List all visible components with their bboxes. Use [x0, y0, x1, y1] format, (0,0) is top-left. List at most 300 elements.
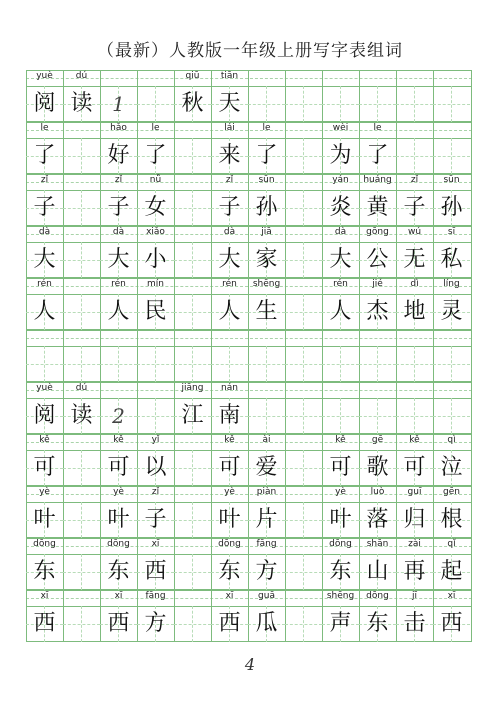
grid-cell	[63, 538, 100, 590]
pinyin-label: fāng	[145, 591, 166, 601]
hanzi-character	[137, 346, 174, 382]
pinyin-label: gē	[371, 435, 384, 445]
hanzi-character	[63, 450, 100, 486]
grid-cell	[359, 174, 396, 226]
pinyin-label: le	[151, 123, 160, 133]
grid-cell	[248, 434, 285, 486]
hanzi-character: 了	[255, 143, 278, 168]
grid-cell	[100, 590, 137, 642]
pinyin-label: sūn	[443, 175, 460, 185]
hanzi-character: 秋	[181, 91, 204, 116]
hanzi-character: 孙	[440, 195, 463, 220]
hanzi-character: 山	[366, 559, 389, 584]
grid-cell	[285, 486, 322, 538]
grid-cell	[211, 226, 248, 278]
grid-cell	[174, 486, 211, 538]
hanzi-character: 人	[329, 299, 352, 324]
hanzi-character: 好	[107, 143, 130, 168]
pinyin-label: dōng	[33, 539, 56, 549]
grid-cell	[174, 330, 211, 382]
hanzi-character: 小	[144, 247, 167, 272]
hanzi-character: 了	[144, 143, 167, 168]
hanzi-character	[63, 294, 100, 330]
pinyin-label: ài	[262, 435, 271, 445]
hanzi-character: 爱	[255, 455, 278, 480]
grid-cell	[433, 330, 470, 382]
grid-cell	[26, 538, 63, 590]
hanzi-character	[174, 502, 211, 538]
hanzi-character	[433, 86, 470, 122]
pinyin-label: mín	[147, 279, 164, 289]
hanzi-character: 阅	[33, 403, 56, 428]
hanzi-character: 南	[218, 403, 241, 428]
pinyin-label: dōng	[366, 591, 389, 601]
grid-cell	[100, 382, 137, 434]
grid-cell	[396, 434, 433, 486]
grid-cell	[137, 70, 174, 122]
hanzi-character: 大	[107, 247, 130, 272]
hanzi-character: 子	[107, 195, 130, 220]
grid-cell	[26, 382, 63, 434]
pinyin-label: shān	[366, 539, 389, 549]
grid-cell	[285, 330, 322, 382]
hanzi-character: 读	[70, 91, 93, 116]
hanzi-character	[137, 86, 174, 122]
grid-cell	[211, 590, 248, 642]
hanzi-character: 民	[144, 299, 167, 324]
hanzi-character	[359, 346, 396, 382]
grid-cell	[322, 70, 359, 122]
hanzi-character	[396, 398, 433, 434]
grid-cell	[248, 278, 285, 330]
grid-cell	[100, 486, 137, 538]
pinyin-label: kě	[113, 435, 124, 445]
grid-cell	[322, 330, 359, 382]
grid-cell	[322, 590, 359, 642]
hanzi-character: 西	[218, 611, 241, 636]
hanzi-character	[63, 242, 100, 278]
grid-cell	[211, 382, 248, 434]
page-title: （最新）人教版一年级上册写字表组词	[97, 41, 403, 61]
grid-cell	[137, 226, 174, 278]
grid-cell	[63, 382, 100, 434]
pinyin-label: qǐ	[447, 539, 456, 549]
pinyin-label: guī	[407, 487, 422, 497]
grid-cell	[174, 174, 211, 226]
hanzi-character: 方	[255, 559, 278, 584]
hanzi-character	[433, 398, 470, 434]
hanzi-character: 为	[329, 143, 352, 168]
hanzi-character: 声	[329, 611, 352, 636]
hanzi-character: 子	[403, 195, 426, 220]
hanzi-character	[174, 554, 211, 590]
hanzi-character: 以	[144, 455, 167, 480]
hanzi-character: 来	[218, 143, 241, 168]
hanzi-character	[285, 242, 322, 278]
hanzi-character	[63, 606, 100, 642]
hanzi-character	[174, 190, 211, 226]
grid-row	[26, 70, 472, 122]
grid-cell	[26, 70, 63, 122]
hanzi-character: 孙	[255, 195, 278, 220]
grid-cell	[248, 590, 285, 642]
grid-cell	[100, 278, 137, 330]
hanzi-character: 大	[33, 247, 56, 272]
pinyin-label: dú	[75, 383, 88, 393]
grid-cell	[174, 226, 211, 278]
grid-cell	[211, 122, 248, 174]
grid-cell	[174, 382, 211, 434]
grid-cell	[137, 330, 174, 382]
grid-cell	[100, 330, 137, 382]
lesson-number: 2	[112, 404, 125, 428]
grid-row	[26, 226, 472, 278]
grid-cell	[285, 538, 322, 590]
grid-cell	[359, 382, 396, 434]
grid-row	[26, 434, 472, 486]
grid-cell	[433, 590, 470, 642]
grid-cell	[359, 330, 396, 382]
hanzi-character: 可	[218, 455, 241, 480]
grid-cell	[248, 382, 285, 434]
grid-cell	[63, 486, 100, 538]
hanzi-character: 黄	[366, 195, 389, 220]
grid-cell	[211, 434, 248, 486]
pinyin-label: xī	[151, 539, 160, 549]
hanzi-character: 歌	[366, 455, 389, 480]
pinyin-label: guā	[258, 591, 275, 601]
grid-row	[26, 278, 472, 330]
pinyin-label: yuè	[36, 71, 53, 81]
hanzi-character	[174, 346, 211, 382]
grid-cell	[433, 174, 470, 226]
hanzi-character	[285, 606, 322, 642]
pinyin-label: le	[40, 123, 49, 133]
pinyin-label: zǐ	[225, 175, 234, 185]
grid-cell	[137, 538, 174, 590]
hanzi-character: 灵	[440, 299, 463, 324]
grid-cell	[211, 538, 248, 590]
grid-cell	[322, 226, 359, 278]
hanzi-character	[285, 294, 322, 330]
pinyin-label: kě	[224, 435, 235, 445]
grid-cell	[285, 174, 322, 226]
grid-cell	[433, 434, 470, 486]
pinyin-label: gēn	[443, 487, 460, 497]
hanzi-character: 可	[329, 455, 352, 480]
pinyin-label: líng	[443, 279, 460, 289]
hanzi-character	[322, 346, 359, 382]
hanzi-character: 瓜	[255, 611, 278, 636]
pinyin-label: wèi	[332, 123, 349, 133]
grid-cell	[396, 122, 433, 174]
pinyin-label: hǎo	[110, 123, 127, 133]
grid-cell	[322, 382, 359, 434]
grid-cell	[26, 330, 63, 382]
pinyin-label: dà	[223, 227, 236, 237]
hanzi-character	[174, 294, 211, 330]
pinyin-label: zǐ	[151, 487, 160, 497]
grid-cell	[396, 174, 433, 226]
grid-cell	[433, 70, 470, 122]
grid-cell	[100, 70, 137, 122]
lesson-number: 1	[112, 92, 125, 116]
hanzi-character: 西	[33, 611, 56, 636]
hanzi-character: 片	[255, 507, 278, 532]
pinyin-label: dōng	[107, 539, 130, 549]
hanzi-character	[359, 398, 396, 434]
pinyin-label: dú	[75, 71, 88, 81]
hanzi-character: 叶	[33, 507, 56, 532]
pinyin-label: shēng	[326, 591, 355, 601]
pinyin-label: fāng	[256, 539, 277, 549]
hanzi-character: 东	[366, 611, 389, 636]
hanzi-character: 东	[329, 559, 352, 584]
pinyin-label: tiān	[220, 71, 239, 81]
grid-row	[26, 486, 472, 538]
hanzi-character	[137, 398, 174, 434]
pinyin-label: rén	[333, 279, 348, 289]
hanzi-character: 击	[403, 611, 426, 636]
hanzi-character: 西	[440, 611, 463, 636]
grid-cell	[100, 226, 137, 278]
pinyin-label: jiā	[261, 227, 272, 237]
hanzi-character: 东	[218, 559, 241, 584]
grid-cell	[174, 538, 211, 590]
hanzi-character	[248, 86, 285, 122]
pinyin-label: sūn	[258, 175, 275, 185]
pinyin-label: yè	[224, 487, 235, 497]
grid-cell	[359, 434, 396, 486]
hanzi-character	[174, 138, 211, 174]
grid-cell	[100, 174, 137, 226]
pinyin-label: qiū	[185, 71, 200, 81]
grid-cell	[248, 70, 285, 122]
grid-cell	[396, 382, 433, 434]
hanzi-character	[285, 502, 322, 538]
grid-cell	[63, 278, 100, 330]
grid-cell	[396, 278, 433, 330]
pinyin-label: shēng	[252, 279, 281, 289]
hanzi-character	[396, 86, 433, 122]
hanzi-character	[396, 346, 433, 382]
grid-cell	[137, 382, 174, 434]
grid-cell	[100, 538, 137, 590]
grid-cell	[174, 70, 211, 122]
hanzi-character	[285, 554, 322, 590]
grid-cell	[248, 122, 285, 174]
pinyin-label: qì	[447, 435, 456, 445]
hanzi-character: 人	[33, 299, 56, 324]
grid-cell	[137, 486, 174, 538]
grid-cell	[433, 226, 470, 278]
pinyin-label: zǐ	[114, 175, 123, 185]
grid-cell	[322, 122, 359, 174]
pinyin-label: jī	[411, 591, 417, 601]
hanzi-character: 子	[144, 507, 167, 532]
hanzi-character: 东	[33, 559, 56, 584]
grid-row	[26, 382, 472, 434]
hanzi-character: 西	[107, 611, 130, 636]
grid-cell	[248, 330, 285, 382]
hanzi-character: 地	[403, 299, 426, 324]
grid-cell	[396, 538, 433, 590]
pinyin-label: dì	[410, 279, 419, 289]
hanzi-character: 叶	[329, 507, 352, 532]
grid-cell	[433, 122, 470, 174]
hanzi-character: 天	[218, 91, 241, 116]
hanzi-character	[285, 86, 322, 122]
grid-row	[26, 330, 472, 382]
grid-cell	[433, 538, 470, 590]
pinyin-label: xī	[114, 591, 123, 601]
pinyin-label: dà	[38, 227, 51, 237]
hanzi-character	[433, 138, 470, 174]
hanzi-character	[285, 190, 322, 226]
pinyin-label: kě	[409, 435, 420, 445]
page-number: 4	[244, 655, 256, 674]
grid-cell	[285, 122, 322, 174]
hanzi-character	[248, 398, 285, 434]
grid-cell	[211, 174, 248, 226]
pinyin-label: yè	[113, 487, 124, 497]
pinyin-label: rén	[37, 279, 52, 289]
hanzi-character	[285, 346, 322, 382]
grid-cell	[248, 486, 285, 538]
hanzi-character: 读	[70, 403, 93, 428]
grid-cell	[137, 122, 174, 174]
hanzi-character	[285, 398, 322, 434]
hanzi-character: 人	[107, 299, 130, 324]
grid-cell	[359, 70, 396, 122]
hanzi-character: 根	[440, 507, 463, 532]
grid-cell	[63, 226, 100, 278]
hanzi-character	[359, 86, 396, 122]
hanzi-character	[433, 346, 470, 382]
grid-cell	[359, 226, 396, 278]
grid-cell	[174, 590, 211, 642]
hanzi-character	[26, 346, 63, 382]
hanzi-character: 叶	[107, 507, 130, 532]
grid-cell	[248, 226, 285, 278]
pinyin-label: xiǎo	[146, 227, 165, 237]
pinyin-label: le	[373, 123, 382, 133]
hanzi-character: 大	[218, 247, 241, 272]
pinyin-label: jié	[372, 279, 383, 289]
pinyin-label: kě	[335, 435, 346, 445]
hanzi-character: 起	[440, 559, 463, 584]
pinyin-label: yè	[39, 487, 50, 497]
grid-cell	[26, 174, 63, 226]
pinyin-label: nǚ	[149, 175, 162, 185]
pinyin-label: rén	[111, 279, 126, 289]
hanzi-character	[285, 450, 322, 486]
hanzi-character	[63, 138, 100, 174]
grid-cell	[433, 382, 470, 434]
grid-cell	[211, 70, 248, 122]
hanzi-character: 可	[403, 455, 426, 480]
pinyin-label: yuè	[36, 383, 53, 393]
hanzi-character: 可	[33, 455, 56, 480]
grid-cell	[322, 486, 359, 538]
grid-cell	[396, 486, 433, 538]
hanzi-character: 人	[218, 299, 241, 324]
grid-cell	[285, 590, 322, 642]
pinyin-label: zài	[408, 539, 421, 549]
grid-cell	[26, 226, 63, 278]
hanzi-character: 了	[366, 143, 389, 168]
hanzi-character	[174, 242, 211, 278]
pinyin-label: huáng	[363, 175, 392, 185]
pinyin-label: lái	[224, 123, 235, 133]
pinyin-label: rén	[222, 279, 237, 289]
pinyin-label: xī	[40, 591, 49, 601]
pinyin-label: sī	[447, 227, 456, 237]
pinyin-label: nán	[221, 383, 238, 393]
grid-cell	[211, 330, 248, 382]
grid-cell	[26, 122, 63, 174]
grid-cell	[211, 486, 248, 538]
pinyin-label: zǐ	[40, 175, 49, 185]
pinyin-label: kě	[39, 435, 50, 445]
grid-cell	[63, 70, 100, 122]
hanzi-character: 女	[144, 195, 167, 220]
pinyin-label: dōng	[218, 539, 241, 549]
pinyin-label: zǐ	[410, 175, 419, 185]
hanzi-character	[63, 346, 100, 382]
hanzi-character	[174, 450, 211, 486]
hanzi-character	[63, 190, 100, 226]
hanzi-character: 再	[403, 559, 426, 584]
grid-cell	[322, 174, 359, 226]
grid-cell	[433, 486, 470, 538]
hanzi-character	[174, 606, 211, 642]
hanzi-character: 东	[107, 559, 130, 584]
hanzi-character: 阅	[33, 91, 56, 116]
grid-cell	[359, 538, 396, 590]
hanzi-character: 江	[181, 403, 204, 428]
grid-cell	[174, 278, 211, 330]
grid-row	[26, 590, 472, 642]
grid-cell	[322, 538, 359, 590]
hanzi-character: 泣	[440, 455, 463, 480]
grid-cell	[248, 538, 285, 590]
hanzi-character: 炎	[329, 195, 352, 220]
hanzi-character: 家	[255, 247, 278, 272]
grid-cell	[26, 590, 63, 642]
hanzi-character: 生	[255, 299, 278, 324]
pinyin-label: piàn	[256, 487, 277, 497]
pinyin-label: yǐ	[151, 435, 160, 445]
hanzi-character	[322, 398, 359, 434]
hanzi-character: 杰	[366, 299, 389, 324]
pinyin-label: dà	[112, 227, 125, 237]
pinyin-label: gōng	[366, 227, 389, 237]
grid-row	[26, 122, 472, 174]
grid-cell	[285, 70, 322, 122]
grid-row	[26, 174, 472, 226]
grid-cell	[137, 278, 174, 330]
grid-cell	[322, 434, 359, 486]
writing-grid	[26, 70, 472, 642]
hanzi-character: 公	[366, 247, 389, 272]
hanzi-character: 私	[440, 247, 463, 272]
hanzi-character	[248, 346, 285, 382]
hanzi-character	[63, 554, 100, 590]
pinyin-label: xī	[447, 591, 456, 601]
hanzi-character	[285, 138, 322, 174]
hanzi-character	[396, 138, 433, 174]
